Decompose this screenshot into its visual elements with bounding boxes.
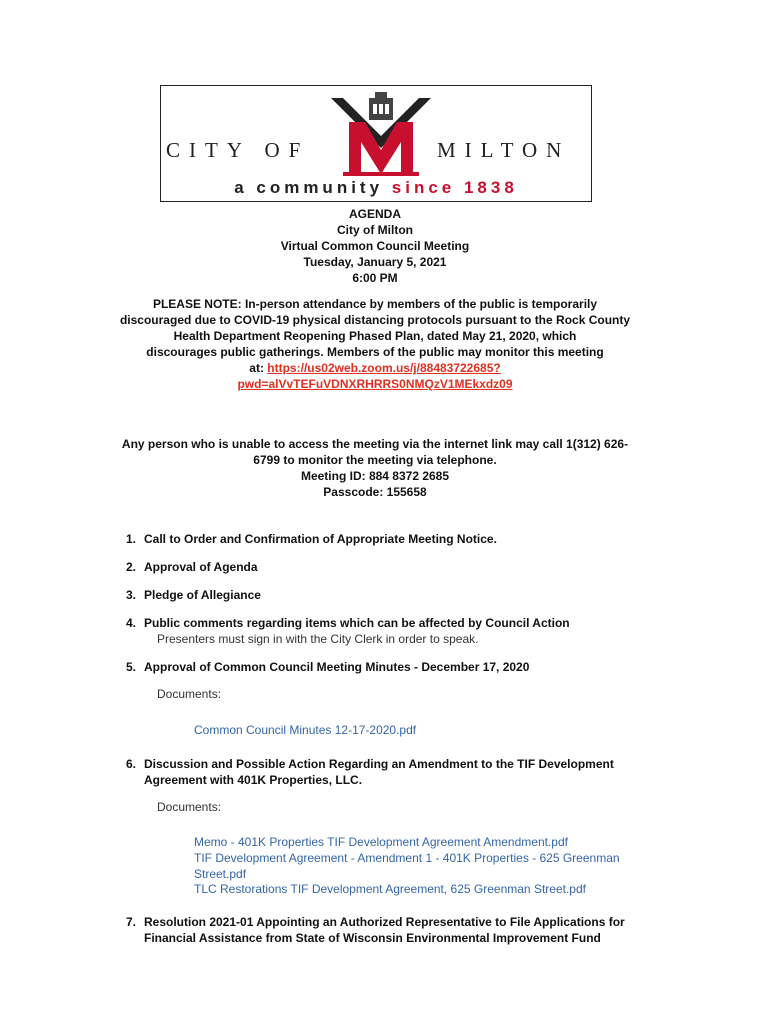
agenda-item-3 (126, 587, 656, 603)
phone-line: 6799 to monitor the meeting via telephone. (253, 453, 497, 467)
agenda-item-7 (126, 914, 656, 946)
header-city: City of Milton (337, 223, 413, 237)
item-number: 1. (126, 532, 137, 546)
item-title-line: Discussion and Possible Action Regarding an Amendment to the TIF Development (144, 757, 614, 771)
item-title: Pledge of Allegiance (144, 588, 261, 602)
item-number: 4. (126, 616, 137, 630)
item-number: 5. (126, 660, 137, 674)
agenda-item-2 (126, 559, 656, 575)
logo-right-word: MILTON (437, 138, 571, 162)
item-title-line: Financial Assistance from State of Wisconsin Environmental Improvement Fund (144, 931, 601, 945)
document-link-amendment[interactable] (194, 850, 654, 882)
notice-line: discouraged due to COVID-19 physical distancing protocols pursuant to the Rock County (119, 313, 631, 327)
item-title-line: Resolution 2021-01 Appointing an Authorized Representative to File Applications for (144, 915, 625, 929)
item-number: 3. (126, 588, 137, 602)
milton-m-emblem-icon (331, 92, 431, 178)
agenda-item-1 (126, 531, 656, 547)
zoom-link-part1[interactable]: https://us02web.zoom.us/j/88483722685? (267, 361, 501, 375)
zoom-link-part2[interactable]: pwd=alVvTEFuVDNXRHRRS0NMQzV1MEkxdz09 (237, 377, 513, 391)
logo-left-word: CITY OF (166, 138, 310, 162)
city-logo (160, 85, 592, 202)
notice-line: discourages public gatherings. Members of the public may monitor this meeting (146, 345, 604, 359)
phone-line: Any person who is unable to access the meeting via the internet link may call 1(312) 626- (121, 437, 629, 451)
item-number: 6. (126, 757, 137, 771)
notice-line: Health Department Reopening Phased Plan, dated May 21, 2020, which (173, 329, 577, 343)
document-link-tlc[interactable]: TLC Restorations TIF Development Agreement, 625 Greenman Street.pdf (194, 882, 586, 896)
item-title-line: Agreement with 401K Properties, LLC. (144, 773, 363, 787)
notice-link-line (100, 376, 650, 392)
covid-notice (100, 296, 650, 392)
item-number: 7. (126, 915, 137, 929)
document-link[interactable]: Common Council Minutes 12-17-2020.pdf (194, 723, 417, 737)
header-time: 6:00 PM (352, 271, 398, 285)
documents-label: Documents: (157, 687, 222, 701)
notice-line: PLEASE NOTE: In-person attendance by members of the public is temporarily (152, 297, 598, 311)
header-meeting: Virtual Common Council Meeting (280, 239, 470, 253)
agenda-item-6 (126, 756, 656, 788)
notice-link-line (100, 360, 650, 376)
item-number: 2. (126, 560, 137, 574)
documents-label: Documents: (157, 800, 222, 814)
item-title: Call to Order and Confirmation of Appropriate Meeting Notice. (144, 532, 497, 546)
passcode: Passcode: 155658 (323, 485, 427, 499)
agenda-item-5 (126, 659, 656, 675)
meeting-id: Meeting ID: 884 8372 2685 (300, 469, 450, 483)
item-title: Public comments regarding items which can be affected by Council Action (144, 616, 570, 630)
item-title: Approval of Common Council Meeting Minutes - December 17, 2020 (144, 660, 530, 674)
agenda-header (0, 206, 750, 286)
phone-info (100, 436, 650, 500)
item-title: Approval of Agenda (144, 560, 258, 574)
header-date: Tuesday, January 5, 2021 (303, 255, 447, 269)
tagline-main: a community (234, 178, 384, 197)
document-link-line[interactable]: TIF Development Agreement - Amendment 1 - 401K Properties - 625 Greenman (194, 851, 620, 865)
agenda-item-4 (126, 615, 656, 647)
notice-at-label: at: (249, 361, 268, 375)
logo-tagline (161, 178, 591, 198)
header-agenda: AGENDA (348, 207, 401, 221)
item-subtext: Presenters must sign in with the City Clerk in order to speak. (157, 632, 479, 646)
tagline-since: since 1838 (391, 178, 518, 197)
document-link-line[interactable]: Street.pdf (194, 867, 247, 881)
document-link-memo[interactable]: Memo - 401K Properties TIF Development Agreement Amendment.pdf (194, 835, 568, 849)
